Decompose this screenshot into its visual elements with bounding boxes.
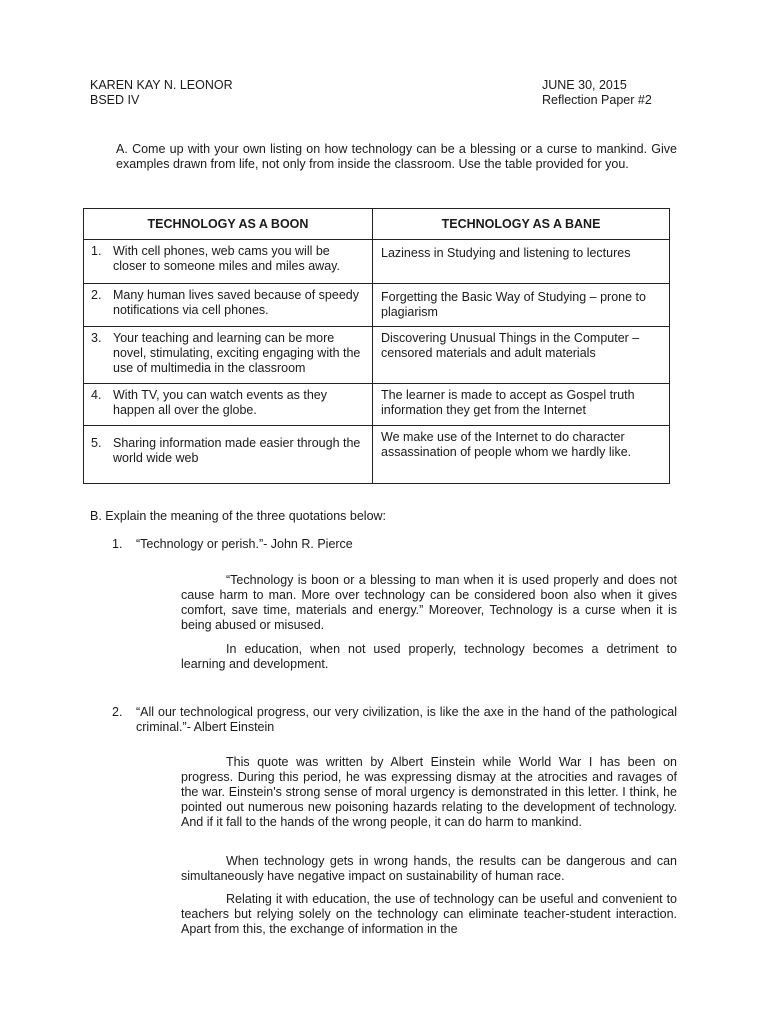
paper-title: Reflection Paper #2 xyxy=(542,93,652,107)
bane-text: We make use of the Internet to do character assassination of people whom we hardly like. xyxy=(381,430,632,459)
bane-text: Forgetting the Basic Way of Studying – prone to plagiarism xyxy=(381,290,646,319)
bane-cell xyxy=(373,284,670,327)
paragraph: “Technology is boon or a blessing to man when it is used properly and does not cause harm to man. More over technology can be considered boon also when it gives comfort, save time, materials and energy.” Moreover, Technology is a curse when it is being abused or misused. xyxy=(181,573,677,632)
boon-cell xyxy=(84,284,373,327)
boon-cell xyxy=(84,426,373,484)
boon-cell xyxy=(84,327,373,384)
bane-cell xyxy=(373,426,670,484)
boon-text: With TV, you can watch events as they happen all over the globe. xyxy=(113,388,328,417)
bane-cell xyxy=(373,327,670,384)
bane-text: The learner is made to accept as Gospel truth information they get from the Internet xyxy=(381,388,635,417)
author-course: BSED IV xyxy=(90,93,140,107)
quote-2 xyxy=(112,705,677,735)
quote-number: 2. xyxy=(112,705,123,719)
section-a-instruction: A. Come up with your own listing on how technology can be a blessing or a curse to mankind. Give examples drawn from life, not only from inside the classroom. Use the table provided for you. xyxy=(116,142,677,171)
header-bane: TECHNOLOGY AS A BANE xyxy=(373,209,670,240)
table-row xyxy=(84,384,670,426)
table-row xyxy=(84,240,670,284)
paragraph: In education, when not used properly, technology becomes a detriment to learning and development. xyxy=(181,642,677,671)
bane-text: Discovering Unusual Things in the Computer – censored materials and adult materials xyxy=(381,331,640,360)
bane-cell xyxy=(373,240,670,284)
row-number: 2. xyxy=(91,288,102,302)
row-number: 1. xyxy=(91,244,102,258)
paragraph: This quote was written by Albert Einstein while World War I has been on progress. During this period, he was expressing dismay at the atrocities and ravages of the war. Einstein's strong sense of moral urgency is demonstrated in this letter. I think, he pointed out numerous new poisoning hazards relating to the development of technology. And if it fall to the hands of the wrong people, it can do harm to mankind. xyxy=(181,755,677,829)
boon-text: With cell phones, web cams you will be closer to someone miles and miles away. xyxy=(113,244,340,273)
header-boon: TECHNOLOGY AS A BOON xyxy=(84,209,373,240)
header-right xyxy=(542,78,652,108)
table-header-row xyxy=(84,209,670,240)
paragraph: When technology gets in wrong hands, the results can be dangerous and can simultaneously have negative impact on sustainability of human race. xyxy=(181,854,677,883)
boon-cell xyxy=(84,384,373,426)
row-number: 4. xyxy=(91,388,102,402)
table-row xyxy=(84,426,670,484)
quote-number: 1. xyxy=(112,537,123,551)
boon-bane-table xyxy=(83,208,670,484)
table-row xyxy=(84,284,670,327)
section-b-instruction: B. Explain the meaning of the three quotations below: xyxy=(90,509,387,523)
row-number: 3. xyxy=(91,331,102,345)
quote-1 xyxy=(112,537,677,552)
author-name: KAREN KAY N. LEONOR xyxy=(90,78,233,92)
paper-date: JUNE 30, 2015 xyxy=(542,78,627,92)
bane-text: Laziness in Studying and listening to lectures xyxy=(381,246,631,260)
boon-text: Sharing information made easier through the world wide web xyxy=(113,436,361,465)
bane-cell xyxy=(373,384,670,426)
paragraph: Relating it with education, the use of technology can be useful and convenient to teachers but relying solely on the technology can eliminate teacher-student interaction. Apart from this, the exchange of information in the xyxy=(181,892,677,936)
quote-text: “All our technological progress, our very civilization, is like the axe in the hand of the pathological criminal.”- Albert Einstein xyxy=(136,705,677,734)
boon-text: Many human lives saved because of speedy notifications via cell phones. xyxy=(113,288,359,317)
boon-text: Your teaching and learning can be more novel, stimulating, exciting engaging with the use of multimedia in the classroom xyxy=(113,331,361,375)
table-row xyxy=(84,327,670,384)
boon-cell xyxy=(84,240,373,284)
quote-text: “Technology or perish.”- John R. Pierce xyxy=(136,537,353,551)
row-number: 5. xyxy=(91,436,102,450)
header-left xyxy=(90,78,233,108)
